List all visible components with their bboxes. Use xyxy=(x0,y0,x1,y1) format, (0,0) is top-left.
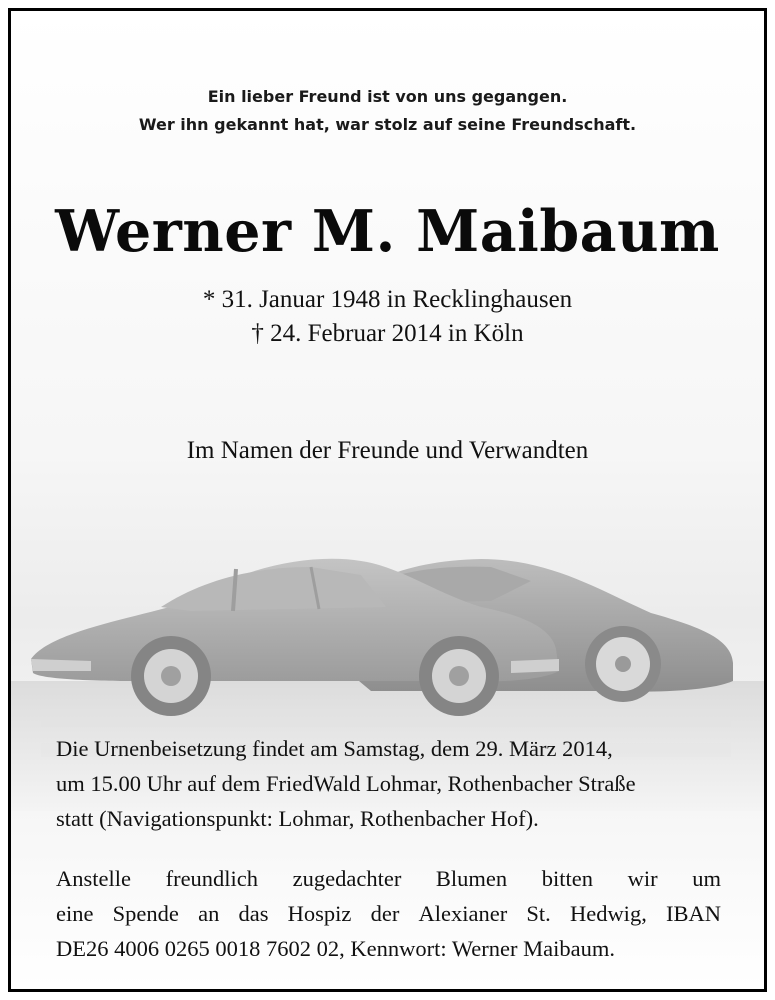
donation-word: Hospiz xyxy=(287,901,352,926)
donation-word: zugedachter xyxy=(292,866,402,891)
donation-word: Anstelle xyxy=(56,866,131,891)
donation-word: der xyxy=(370,901,400,926)
life-dates xyxy=(11,283,764,351)
donation-word: freundlich xyxy=(165,866,259,891)
death-date: † 24. Februar 2014 in Köln xyxy=(251,320,524,347)
donation-word: Alexianer xyxy=(418,901,508,926)
donation-line-3: DE26 4006 0265 0018 7602 02, Kennwort: Werner Maibaum. xyxy=(56,936,615,961)
donation-word: IBAN xyxy=(666,901,721,926)
mourners-signature: Im Namen der Freunde und Verwandten xyxy=(186,437,589,464)
obituary-notice xyxy=(8,8,767,992)
intro-verse xyxy=(11,83,764,139)
deceased-name: Werner M. Maibaum xyxy=(55,198,720,265)
funeral-line-1: Die Urnenbeisetzung findet am Samstag, dem 29. März 2014, xyxy=(56,736,613,761)
donation-line-1 xyxy=(56,861,721,896)
intro-line-1: Ein lieber Freund ist von uns gegangen. xyxy=(207,87,568,106)
birth-date: * 31. Januar 1948 in Recklinghausen xyxy=(202,286,573,313)
funeral-details xyxy=(56,731,721,836)
donation-word: um xyxy=(692,866,721,891)
donation-word: St. xyxy=(526,901,551,926)
funeral-line-2: um 15.00 Uhr auf dem FriedWald Lohmar, Rothenbacher Straße xyxy=(56,771,636,796)
donation-line-2 xyxy=(56,896,721,931)
donation-request xyxy=(56,861,721,966)
donation-word: Spende xyxy=(112,901,179,926)
intro-line-2: Wer ihn gekannt hat, war stolz auf seine Freundschaft. xyxy=(138,115,637,134)
donation-word: eine xyxy=(56,901,94,926)
donation-word: Blumen xyxy=(435,866,508,891)
funeral-line-3: statt (Navigationspunkt: Lohmar, Rothenbacher Hof). xyxy=(56,806,539,831)
donation-word: das xyxy=(238,901,269,926)
donation-word: an xyxy=(198,901,220,926)
donation-word: wir xyxy=(627,866,658,891)
donation-word: bitten xyxy=(541,866,594,891)
donation-word: Hedwig, xyxy=(569,901,647,926)
